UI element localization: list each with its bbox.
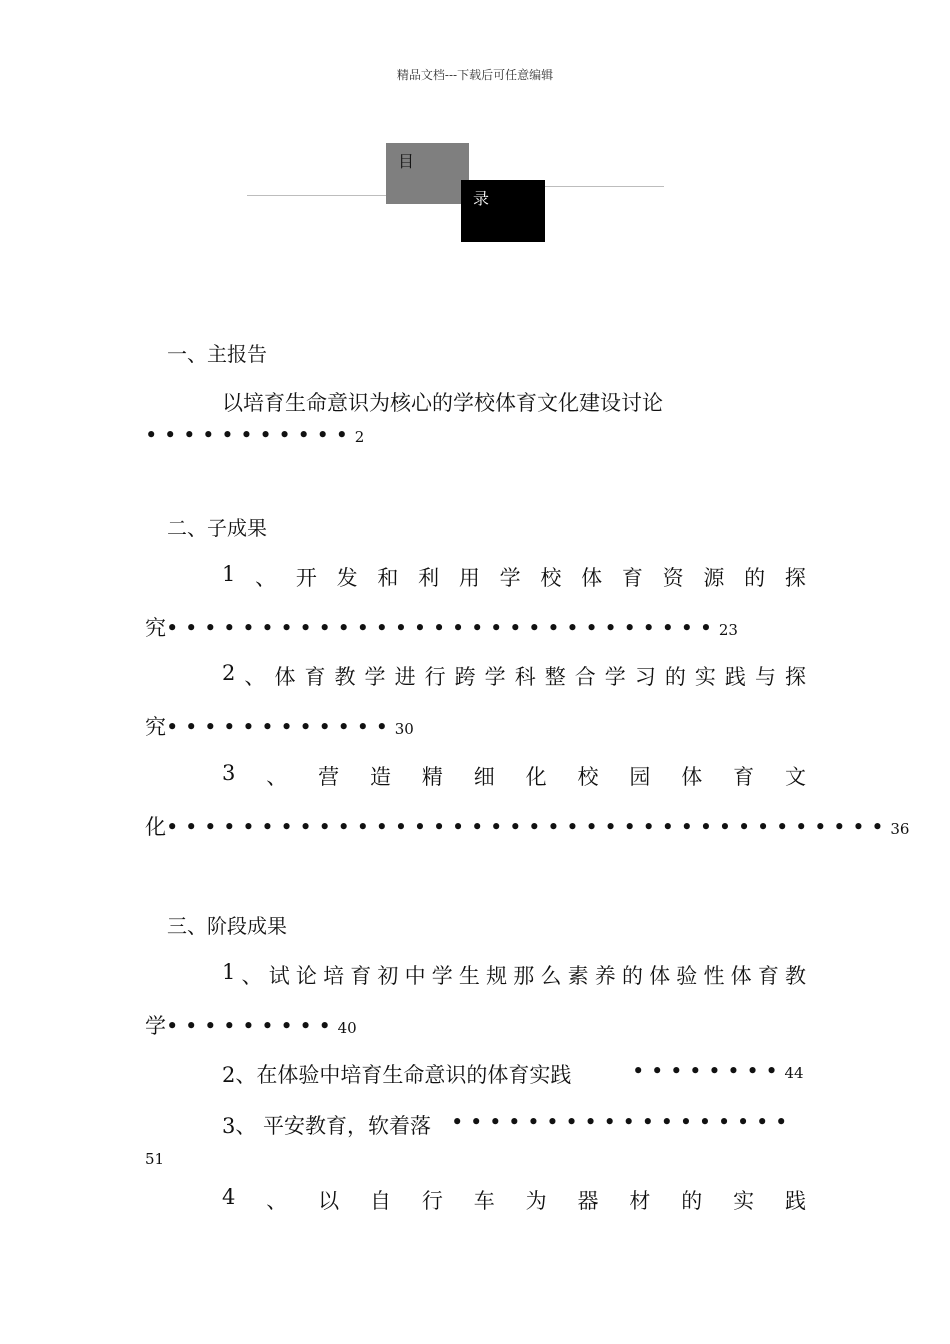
toc-title-char: 整 bbox=[544, 665, 566, 689]
section-heading-phase-results: 三、阶段成果 bbox=[167, 914, 287, 938]
toc-title-char: 车 bbox=[473, 1189, 495, 1213]
toc-title-char: 那 bbox=[513, 964, 535, 988]
toc-title-char: 材 bbox=[629, 1189, 651, 1213]
leader-dots: • • • • • • • • • bbox=[166, 1014, 338, 1038]
toc-title-char: 教 bbox=[334, 665, 356, 689]
toc-entry-leader bbox=[145, 711, 414, 741]
toc-entry-leader bbox=[145, 612, 738, 642]
toc-title-char: 校 bbox=[540, 566, 562, 590]
toc-title-char: 实 bbox=[694, 665, 716, 689]
toc-title-char: 科 bbox=[514, 665, 536, 689]
toc-title-char: 习 bbox=[634, 665, 656, 689]
toc-title-char: 源 bbox=[703, 566, 725, 590]
toc-title-char: 、 bbox=[241, 964, 263, 988]
toc-title-char: 利 bbox=[418, 566, 440, 590]
toc-title-char: 合 bbox=[574, 665, 596, 689]
toc-title-char: 器 bbox=[577, 1189, 599, 1213]
toc-entry-spread-line bbox=[222, 960, 806, 990]
toc-entry-leader bbox=[145, 811, 909, 841]
toc-title-char: 精 bbox=[421, 765, 443, 789]
toc-title-char: 养 bbox=[594, 964, 616, 988]
toc-title-char: 学 bbox=[604, 665, 626, 689]
toc-title-char: 跨 bbox=[454, 665, 476, 689]
section-heading-sub-results: 二、子成果 bbox=[167, 516, 267, 540]
toc-title-char: 试 bbox=[268, 964, 290, 988]
title-char-2: 录 bbox=[473, 189, 490, 208]
toc-title-char: 践 bbox=[785, 1189, 806, 1213]
toc-title-char: 、 bbox=[266, 1189, 288, 1213]
toc-title-char: 2 bbox=[222, 661, 236, 685]
toc-title-char: 生 bbox=[458, 964, 480, 988]
toc-title-char: 论 bbox=[295, 964, 317, 988]
toc-title-char: 体 bbox=[581, 566, 603, 590]
leader-dots: • • • • • • • • • • • • • • • • • • • • • • • • • • • • • • • • • • • • • • bbox=[166, 815, 891, 839]
toc-title-char: 自 bbox=[370, 1189, 391, 1213]
toc-title-char: 育 bbox=[621, 566, 643, 590]
toc-title-char: 4 bbox=[222, 1185, 236, 1209]
toc-title-char: 细 bbox=[473, 765, 495, 789]
toc-title-char: 行 bbox=[424, 665, 446, 689]
toc-title-char: 园 bbox=[629, 765, 651, 789]
toc-title-char: 、 bbox=[244, 665, 266, 689]
toc-title-char: 学 bbox=[431, 964, 453, 988]
toc-title-char: 造 bbox=[370, 765, 391, 789]
toc-title-char: 与 bbox=[754, 665, 776, 689]
toc-title-char: 营 bbox=[318, 765, 340, 789]
toc-title-char: 践 bbox=[724, 665, 746, 689]
toc-entry-title: 3、 平安教育，软着落 bbox=[222, 1114, 432, 1138]
toc-title-char: 1 bbox=[222, 562, 236, 586]
title-box-black bbox=[461, 180, 545, 242]
toc-title-char: 的 bbox=[744, 566, 766, 590]
toc-title-char: 学 bbox=[484, 665, 506, 689]
page-number: 40 bbox=[337, 1019, 357, 1037]
leader-dots: • • • • • • • • • • • • • • • • • • • • • • • • • • • • • bbox=[166, 616, 719, 640]
toc-title-char: 探 bbox=[784, 566, 806, 590]
toc-title-char: 体 bbox=[274, 665, 296, 689]
toc-title-char: 中 bbox=[404, 964, 426, 988]
toc-entry-title: 以培育生命意识为核心的学校体育文化建设讨论 bbox=[222, 391, 663, 415]
leader-dots: • • • • • • • • • • • • bbox=[166, 715, 395, 739]
toc-title-char: 行 bbox=[421, 1189, 443, 1213]
toc-title-char: 资 bbox=[662, 566, 684, 590]
page-number: 44 bbox=[784, 1064, 804, 1082]
toc-title-char: 3 bbox=[222, 761, 236, 785]
toc-entry-spread-line bbox=[222, 761, 806, 791]
title-rule-left bbox=[247, 195, 387, 196]
toc-title-char: 育 bbox=[757, 964, 779, 988]
toc-title-char: 育 bbox=[350, 964, 372, 988]
section-heading-main-report: 一、主报告 bbox=[167, 342, 267, 366]
toc-title-char: 开 bbox=[295, 566, 317, 590]
page-number: 30 bbox=[394, 720, 414, 738]
title-rule-right bbox=[544, 186, 664, 187]
page-number: 36 bbox=[890, 820, 910, 838]
toc-title-char: 用 bbox=[458, 566, 480, 590]
leader-dots: • • • • • • • • bbox=[632, 1059, 785, 1083]
toc-title-char: 文 bbox=[785, 765, 806, 789]
toc-title-char: 验 bbox=[676, 964, 698, 988]
toc-title-char: 体 bbox=[681, 765, 703, 789]
toc-title-char: 发 bbox=[336, 566, 358, 590]
toc-entry-spread-line bbox=[222, 661, 806, 691]
toc-title-char: 的 bbox=[681, 1189, 703, 1213]
toc-title-char: 学 bbox=[364, 665, 386, 689]
title-char-1: 目 bbox=[398, 152, 415, 171]
toc-entry-title: 2、在体验中培育生命意识的体育实践 bbox=[222, 1063, 572, 1087]
toc-title-char: 化 bbox=[525, 765, 547, 789]
toc-title-tail: 化 bbox=[145, 815, 166, 839]
toc-title-char: 以 bbox=[318, 1189, 340, 1213]
leader-dots: • • • • • • • • • • • bbox=[145, 423, 355, 447]
toc-title-char: 么 bbox=[540, 964, 562, 988]
toc-title-char: 为 bbox=[525, 1189, 547, 1213]
toc-title-char: 培 bbox=[323, 964, 345, 988]
toc-title-char: 实 bbox=[733, 1189, 755, 1213]
toc-title-char: 、 bbox=[266, 765, 288, 789]
toc-title-char: 育 bbox=[733, 765, 755, 789]
toc-title-char: 的 bbox=[621, 964, 643, 988]
toc-title-char: 初 bbox=[377, 964, 399, 988]
page-number: 23 bbox=[718, 621, 738, 639]
toc-title-char: 的 bbox=[664, 665, 686, 689]
page-number: 2 bbox=[354, 428, 365, 446]
toc-title-char: 进 bbox=[394, 665, 416, 689]
toc-title-char: 、 bbox=[255, 566, 277, 590]
page-header: 精品文档---下载后可任意编辑 bbox=[396, 68, 554, 82]
toc-title-char: 性 bbox=[703, 964, 725, 988]
toc-title-tail: 学 bbox=[145, 1014, 166, 1038]
toc-title-char: 育 bbox=[304, 665, 326, 689]
title-box-gray bbox=[386, 143, 469, 204]
toc-entry-leader bbox=[632, 1059, 804, 1083]
toc-title-char: 素 bbox=[567, 964, 589, 988]
toc-title-char: 体 bbox=[730, 964, 752, 988]
toc-entry-spread-line bbox=[222, 562, 806, 592]
toc-title-char: 教 bbox=[784, 964, 806, 988]
toc-title-char: 校 bbox=[577, 765, 599, 789]
toc-title-char: 和 bbox=[377, 566, 399, 590]
page-number: 51 bbox=[145, 1150, 165, 1168]
toc-title-char: 体 bbox=[649, 964, 671, 988]
toc-title-char: 1 bbox=[222, 960, 236, 984]
leader-dots: • • • • • • • • • • • • • • • • • • bbox=[451, 1110, 788, 1134]
toc-title-char: 规 bbox=[486, 964, 508, 988]
toc-entry-leader bbox=[145, 423, 364, 447]
toc-title-tail: 究 bbox=[145, 616, 166, 640]
toc-title-tail: 究 bbox=[145, 715, 166, 739]
toc-entry-spread-line bbox=[222, 1185, 806, 1215]
toc-title-char: 探 bbox=[784, 665, 806, 689]
toc-entry-leader bbox=[145, 1010, 357, 1040]
toc-title-char: 学 bbox=[499, 566, 521, 590]
